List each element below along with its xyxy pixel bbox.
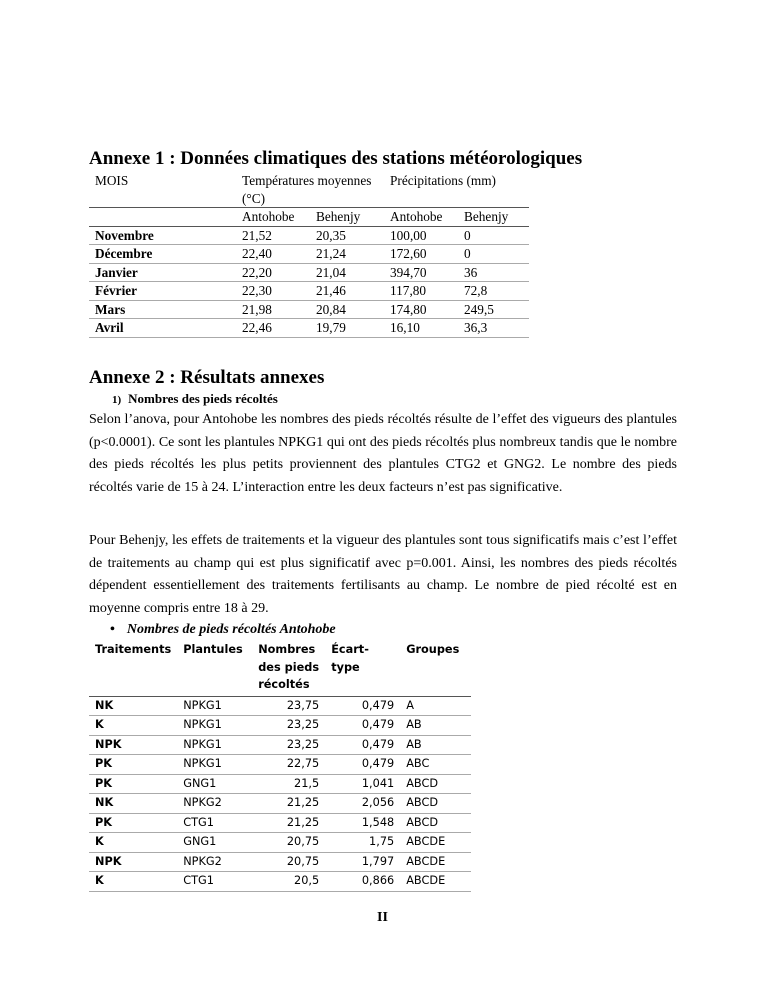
cell-temp-antohobe: 22,20 xyxy=(236,263,310,282)
cell-groupe: A xyxy=(400,696,471,716)
cell-temp-antohobe: 21,52 xyxy=(236,226,310,245)
cell-traitement: NPK xyxy=(89,852,177,872)
cell-nombre: 21,25 xyxy=(252,794,325,814)
cell-ecart-type: 1,797 xyxy=(325,852,400,872)
cell-temp-antohobe: 22,46 xyxy=(236,319,310,338)
col-header-groupes: Groupes xyxy=(400,640,471,696)
section-heading xyxy=(112,391,278,407)
cell-ecart-type: 1,75 xyxy=(325,833,400,853)
cell-nombre: 20,75 xyxy=(252,852,325,872)
cell-temp-behenjy: 21,46 xyxy=(310,282,384,301)
col-header-plantules: Plantules xyxy=(177,640,252,696)
cell-groupe: ABCD xyxy=(400,794,471,814)
col-subheader-precip-behenjy: Behenjy xyxy=(458,208,529,227)
cell-nombre: 20,5 xyxy=(252,872,325,892)
cell-groupe: ABCDE xyxy=(400,833,471,853)
cell-groupe: ABCDE xyxy=(400,872,471,892)
cell-mois: Décembre xyxy=(89,245,236,264)
cell-precip-behenjy: 0 xyxy=(458,226,529,245)
cell-traitement: K xyxy=(89,716,177,736)
cell-precip-antohobe: 100,00 xyxy=(384,226,458,245)
annexe2-title: Annexe 2 : Résultats annexes xyxy=(89,367,325,388)
cell-plantule: GNG1 xyxy=(177,774,252,794)
bullet-title: Nombres de pieds récoltés Antohobe xyxy=(126,622,336,637)
cell-traitement: PK xyxy=(89,774,177,794)
harvest-table-row xyxy=(89,735,471,755)
cell-temp-behenjy: 20,35 xyxy=(310,226,384,245)
paragraph-behenjy: Pour Behenjy, les effets de traitements et la vigueur des plantules sont tous significatifs mais c’est l’effet de traitements au champ qui est plus significatif avec p=0.001. Ainsi, les nombres des pieds récoltés dépendent essentiellement des traitements fertilisants au champ. Le nombre de pied récolté est en moyenne compris entre 18 à 29. xyxy=(89,533,677,616)
cell-traitement: PK xyxy=(89,755,177,775)
cell-plantule: NPKG2 xyxy=(177,852,252,872)
cell-groupe: ABC xyxy=(400,755,471,775)
col-subheader-empty xyxy=(89,208,236,227)
cell-plantule: NPKG1 xyxy=(177,716,252,736)
cell-ecart-type: 0,479 xyxy=(325,755,400,775)
cell-groupe: ABCD xyxy=(400,813,471,833)
cell-nombre: 22,75 xyxy=(252,755,325,775)
cell-temp-antohobe: 22,40 xyxy=(236,245,310,264)
harvest-table-row xyxy=(89,794,471,814)
harvest-table-row xyxy=(89,833,471,853)
cell-groupe: AB xyxy=(400,716,471,736)
cell-precip-behenjy: 36,3 xyxy=(458,319,529,338)
cell-temp-behenjy: 21,04 xyxy=(310,263,384,282)
cell-precip-antohobe: 16,10 xyxy=(384,319,458,338)
cell-plantule: NPKG1 xyxy=(177,755,252,775)
harvest-table-row xyxy=(89,813,471,833)
cell-temp-behenjy: 21,24 xyxy=(310,245,384,264)
cell-traitement: NPK xyxy=(89,735,177,755)
cell-precip-behenjy: 36 xyxy=(458,263,529,282)
cell-ecart-type: 2,056 xyxy=(325,794,400,814)
cell-ecart-type: 0,479 xyxy=(325,735,400,755)
col-header-ecart-type: Écart-type xyxy=(325,640,400,696)
climate-table-row xyxy=(89,282,529,301)
cell-precip-behenjy: 249,5 xyxy=(458,300,529,319)
harvest-table-row xyxy=(89,755,471,775)
cell-traitement: NK xyxy=(89,794,177,814)
col-subheader-precip-antohobe: Antohobe xyxy=(384,208,458,227)
cell-groupe: ABCDE xyxy=(400,852,471,872)
cell-temp-antohobe: 21,98 xyxy=(236,300,310,319)
section-title: Nombres des pieds récoltés xyxy=(128,391,278,406)
cell-groupe: ABCD xyxy=(400,774,471,794)
cell-ecart-type: 1,548 xyxy=(325,813,400,833)
cell-plantule: NPKG1 xyxy=(177,696,252,716)
cell-temp-behenjy: 20,84 xyxy=(310,300,384,319)
cell-temp-behenjy: 19,79 xyxy=(310,319,384,338)
col-header-nombres: Nombres des pieds récoltés xyxy=(252,640,325,696)
col-header-temperatures: Températures moyennes (°C) xyxy=(242,173,372,206)
cell-precip-antohobe: 174,80 xyxy=(384,300,458,319)
cell-plantule: NPKG2 xyxy=(177,794,252,814)
cell-ecart-type: 0,866 xyxy=(325,872,400,892)
cell-precip-antohobe: 172,60 xyxy=(384,245,458,264)
cell-ecart-type: 0,479 xyxy=(325,716,400,736)
annexe1-title: Annexe 1 : Données climatiques des stations météorologiques xyxy=(89,148,583,169)
cell-ecart-type: 1,041 xyxy=(325,774,400,794)
cell-plantule: CTG1 xyxy=(177,813,252,833)
cell-precip-behenjy: 72,8 xyxy=(458,282,529,301)
climate-table xyxy=(89,171,529,338)
bullet-glyph: • xyxy=(110,622,115,637)
bullet-heading xyxy=(110,622,336,638)
cell-precip-behenjy: 0 xyxy=(458,245,529,264)
section-number: 1) xyxy=(112,394,122,406)
cell-mois: Avril xyxy=(89,319,236,338)
cell-nombre: 21,5 xyxy=(252,774,325,794)
climate-table-row xyxy=(89,245,529,264)
cell-mois: Mars xyxy=(89,300,236,319)
col-header-precipitations: Précipitations (mm) xyxy=(390,173,496,188)
climate-table-row xyxy=(89,300,529,319)
cell-mois: Novembre xyxy=(89,226,236,245)
col-subheader-temp-antohobe: Antohobe xyxy=(236,208,310,227)
cell-precip-antohobe: 117,80 xyxy=(384,282,458,301)
harvest-table-row xyxy=(89,852,471,872)
climate-table-row xyxy=(89,263,529,282)
cell-traitement: K xyxy=(89,872,177,892)
cell-temp-antohobe: 22,30 xyxy=(236,282,310,301)
cell-mois: Février xyxy=(89,282,236,301)
col-header-traitements: Traitements xyxy=(89,640,177,696)
climate-table-row xyxy=(89,226,529,245)
page-number: II xyxy=(377,910,388,925)
paragraph-antohobe: Selon l’anova, pour Antohobe les nombres des pieds récoltés résulte de l’effet des vigueurs des plantules (p<0.0001). Ce sont les plantules NPKG1 qui ont des pieds récoltés plus nombreux tandis que le nombre des pieds récoltés les plus petits proviennent des plantules CTG2 et GNG2. Le nombre des pieds récoltés varie de 15 à 24. L’interaction entre les deux facteurs n’est pas significative. xyxy=(89,412,677,495)
col-subheader-temp-behenjy: Behenjy xyxy=(310,208,384,227)
harvest-table-row xyxy=(89,774,471,794)
cell-nombre: 20,75 xyxy=(252,833,325,853)
cell-nombre: 23,75 xyxy=(252,696,325,716)
cell-ecart-type: 0,479 xyxy=(325,696,400,716)
cell-plantule: GNG1 xyxy=(177,833,252,853)
harvest-table-row xyxy=(89,872,471,892)
cell-plantule: CTG1 xyxy=(177,872,252,892)
cell-traitement: K xyxy=(89,833,177,853)
harvest-table-row xyxy=(89,716,471,736)
cell-traitement: PK xyxy=(89,813,177,833)
harvest-table xyxy=(89,640,471,892)
climate-table-row xyxy=(89,319,529,338)
cell-nombre: 23,25 xyxy=(252,735,325,755)
cell-plantule: NPKG1 xyxy=(177,735,252,755)
col-header-mois: MOIS xyxy=(95,173,129,188)
harvest-table-row xyxy=(89,696,471,716)
cell-traitement: NK xyxy=(89,696,177,716)
cell-mois: Janvier xyxy=(89,263,236,282)
cell-nombre: 23,25 xyxy=(252,716,325,736)
cell-groupe: AB xyxy=(400,735,471,755)
cell-nombre: 21,25 xyxy=(252,813,325,833)
cell-precip-antohobe: 394,70 xyxy=(384,263,458,282)
